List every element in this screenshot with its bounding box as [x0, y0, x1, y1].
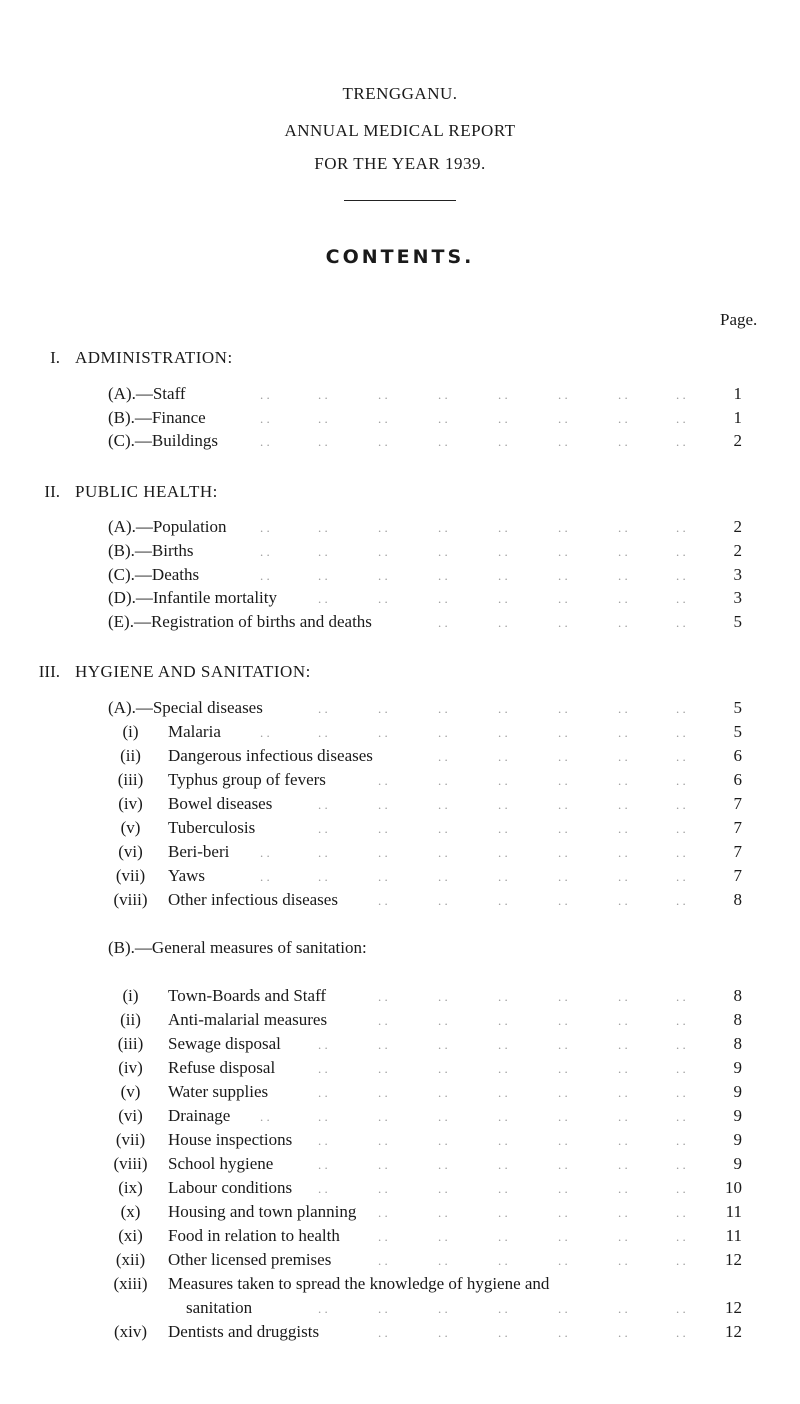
toc-subentry[interactable]: [0, 1250, 800, 1272]
toc-subentry[interactable]: [0, 1058, 800, 1080]
dot-leader: . . . . . . . . . . . .: [378, 1229, 686, 1244]
section-title: HYGIENE AND SANITATION:: [75, 662, 311, 681]
dot-leader: . . . . . . . . . . . . . .: [318, 701, 686, 716]
toc-subentry-number: (viii): [113, 1154, 148, 1173]
toc-subentry-label: Housing and town planning: [168, 1202, 357, 1221]
toc-subentry[interactable]: [0, 1010, 800, 1032]
toc-entry-page: 11: [725, 1226, 742, 1245]
toc-entry-page: 2: [733, 541, 742, 560]
toc-subentry[interactable]: [0, 1178, 800, 1200]
toc-subentry[interactable]: [0, 1106, 800, 1128]
toc-entry-page: 7: [733, 866, 742, 885]
toc-subentry[interactable]: [0, 1154, 800, 1176]
dot-leader: . . . . . . . . . . . . . .: [318, 591, 686, 606]
dot-leader: . . . . . . . . . . . . . . . .: [260, 434, 686, 449]
dot-leader: . . . . . . . . . . . . . .: [318, 1061, 686, 1076]
toc-subentry-number: (iii): [117, 1034, 144, 1053]
toc-subentry-label: Drainage: [168, 1106, 231, 1125]
contents-heading: CONTENTS.: [325, 246, 475, 268]
toc-entry-page: 12: [725, 1322, 742, 1341]
report-state: TRENGGANU.: [342, 84, 458, 103]
toc-entry-page: 9: [733, 1106, 742, 1125]
section-number: II.: [44, 482, 60, 501]
toc-subentry-number: (x): [120, 1202, 141, 1221]
toc-entry-page: 2: [733, 431, 742, 450]
section-number: I.: [50, 348, 60, 367]
toc-entry[interactable]: [0, 565, 800, 587]
toc-subentry[interactable]: [0, 746, 800, 768]
toc-entry[interactable]: [0, 698, 800, 720]
toc-entry-label: (B).—Finance: [108, 408, 206, 427]
toc-entry-page: 6: [733, 770, 742, 789]
toc-entry-page: 6: [733, 746, 742, 765]
dot-leader: . . . . . . . . . . . . . . . .: [260, 544, 686, 559]
dot-leader: . . . . . . . . . . . .: [378, 773, 686, 788]
dot-leader: . . . . . . . . . . . . . .: [318, 1037, 686, 1052]
report-year: FOR THE YEAR 1939.: [314, 154, 486, 173]
toc-subentry[interactable]: [0, 1130, 800, 1152]
toc-subentry-number: (i): [122, 986, 139, 1005]
toc-subentry-number: (vii): [115, 866, 146, 885]
toc-subentry-number: (xii): [115, 1250, 146, 1269]
toc-subentry-label: Refuse disposal: [168, 1058, 276, 1077]
dot-leader: . . . . . . . . . . . .: [378, 989, 686, 1004]
dot-leader: . . . . . . . . . . . . . . . .: [260, 845, 686, 860]
toc-subentry-number: (xiv): [113, 1322, 148, 1341]
toc-entry-page: 1: [733, 408, 742, 427]
toc-subentry-label: Bowel diseases: [168, 794, 273, 813]
dot-leader: . . . . . . . . . . . .: [378, 1325, 686, 1340]
toc-subentry[interactable]: [0, 1034, 800, 1056]
toc-subentry-label: Anti-malarial measures: [168, 1010, 328, 1029]
toc-entry-page: 5: [733, 612, 742, 631]
toc-subentry[interactable]: [0, 890, 800, 912]
toc-entry-page: 12: [725, 1250, 742, 1269]
report-title: ANNUAL MEDICAL REPORT: [284, 121, 516, 140]
toc-entry-page: 8: [733, 986, 742, 1005]
toc-entry-page: 2: [733, 517, 742, 536]
toc-entry-page: 11: [725, 1202, 742, 1221]
toc-subentry-number: (ii): [120, 1010, 141, 1029]
page-column-heading: Page.: [720, 310, 758, 329]
toc-subentry-number: (iv): [118, 794, 143, 813]
toc-entry-label: (C).—Buildings: [108, 431, 219, 450]
dot-leader: . . . . . . . . . . . . . . . .: [260, 568, 686, 583]
toc-subentry-label: House inspections: [168, 1130, 293, 1149]
toc-entry-page: 7: [733, 794, 742, 813]
dot-leader: . . . . . . . . . . . . . .: [318, 821, 686, 836]
toc-entry-label: (A).—Special diseases: [108, 698, 263, 717]
dot-leader: . . . . . . . . . .: [438, 615, 686, 630]
toc-subentry[interactable]: [0, 866, 800, 888]
toc-subentry-label: Measures taken to spread the knowledge of hygiene and: [168, 1274, 550, 1293]
toc-subentry-label: Food in relation to health: [168, 1226, 340, 1245]
dot-leader: . . . . . . . . . . . .: [378, 1253, 686, 1268]
toc-subentry[interactable]: [0, 1226, 800, 1248]
toc-subentry-number: (ii): [120, 746, 141, 765]
toc-subentry-label: Town-Boards and Staff: [168, 986, 327, 1005]
dot-leader: . . . . . . . . . . . . . .: [318, 1157, 686, 1172]
toc-entry-label: (D).—Infantile mortality: [108, 588, 278, 607]
toc-subentry-number: (v): [120, 1082, 141, 1101]
toc-entry-page: 3: [733, 565, 742, 584]
dot-leader: . . . . . . . . . . . . . . . .: [260, 869, 686, 884]
toc-entry-page: 7: [733, 842, 742, 861]
dot-leader: . . . . . . . . . . . . . .: [318, 1301, 686, 1316]
dot-leader: . . . . . . . . . . . .: [378, 893, 686, 908]
toc-subentry-label: Tuberculosis: [168, 818, 256, 837]
toc-subentry-label: Other infectious diseases: [168, 890, 338, 909]
toc-subentry-number: (i): [122, 722, 139, 741]
toc-entry[interactable]: [0, 408, 800, 430]
toc-entry-page: 8: [733, 1034, 742, 1053]
toc-entry-page: 8: [733, 1010, 742, 1029]
dot-leader: . . . . . . . . . . . . . .: [318, 797, 686, 812]
toc-subentry-label: School hygiene: [168, 1154, 274, 1173]
dot-leader: . . . . . . . . . . . . . . . .: [260, 520, 686, 535]
toc-entry-page: 1: [733, 384, 742, 403]
toc-entry-label: (A).—Population: [108, 517, 227, 536]
toc-subentry-number: (vi): [118, 1106, 143, 1125]
toc-subentry-label: Labour conditions: [168, 1178, 293, 1197]
toc-entry-label: (C).—Deaths: [108, 565, 200, 584]
toc-entry[interactable]: [0, 612, 800, 634]
toc-entry[interactable]: [0, 431, 800, 453]
dot-leader: . . . . . . . . . . . . . .: [318, 1133, 686, 1148]
toc-subentry-number: (vi): [118, 842, 143, 861]
toc-subentry-number: (vii): [115, 1130, 146, 1149]
toc-subentry-label: Dentists and druggists: [168, 1322, 320, 1341]
toc-subentry-number: (xiii): [113, 1274, 148, 1293]
dot-leader: . . . . . . . . . . . . . .: [318, 1181, 686, 1196]
toc-subentry[interactable]: [0, 842, 800, 864]
section-title: ADMINISTRATION:: [75, 348, 233, 367]
toc-entry-page: 12: [725, 1298, 742, 1317]
toc-subentry-number: (xi): [118, 1226, 143, 1245]
toc-subentry-label: Water supplies: [168, 1082, 269, 1101]
toc-entry-label: (A).—Staff: [108, 384, 186, 403]
toc-subentry[interactable]: [0, 1202, 800, 1224]
dot-leader: . . . . . . . . . . . . . . . .: [260, 725, 686, 740]
toc-subentry-label: Yaws: [168, 866, 206, 885]
toc-subentry[interactable]: [0, 770, 800, 792]
toc-entry-page: 9: [733, 1154, 742, 1173]
toc-subentry-label: Dangerous infectious diseases: [168, 746, 373, 765]
toc-subentry[interactable]: [0, 1274, 800, 1296]
toc-subentry-label: Typhus group of fevers: [168, 770, 326, 789]
toc-subentry-label: Sewage disposal: [168, 1034, 281, 1053]
toc-subentry-number: (iii): [117, 770, 144, 789]
toc-subentry-continuation[interactable]: [0, 1298, 800, 1320]
toc-entry-page: 5: [733, 722, 742, 741]
toc-subentry-number: (ix): [118, 1178, 143, 1197]
section-number: III.: [38, 662, 60, 681]
toc-entry-page: 3: [733, 588, 742, 607]
toc-entry-page: 7: [733, 818, 742, 837]
toc-subentry-label-continued: sanitation: [186, 1298, 253, 1317]
toc-subentry-label: Malaria: [168, 722, 221, 741]
toc-entry[interactable]: [0, 384, 800, 406]
toc-subentry[interactable]: [0, 1322, 800, 1344]
dot-leader: . . . . . . . . . . . . . . . .: [260, 411, 686, 426]
dot-leader: . . . . . . . . . . . . . . . .: [260, 387, 686, 402]
toc-subentry[interactable]: [0, 1082, 800, 1104]
toc-subentry-number: (viii): [113, 890, 148, 909]
dot-leader: . . . . . . . . . . . .: [378, 1013, 686, 1028]
toc-entry-page: 8: [733, 890, 742, 909]
dot-leader: . . . . . . . . . .: [438, 749, 686, 764]
toc-entry-label: (E).—Registration of births and deaths: [108, 612, 372, 631]
toc-subentry-label: Other licensed premises: [168, 1250, 332, 1269]
toc-entry-page: 9: [733, 1130, 742, 1149]
toc-entry-page: 9: [733, 1082, 742, 1101]
general-measures-heading: (B).—General measures of sanitation:: [108, 938, 367, 957]
toc-subentry[interactable]: [0, 986, 800, 1008]
toc-entry-page: 5: [733, 698, 742, 717]
toc-entry[interactable]: [0, 541, 800, 563]
dot-leader: . . . . . . . . . . . .: [378, 1205, 686, 1220]
toc-entry[interactable]: [0, 517, 800, 539]
toc-subentry[interactable]: [0, 818, 800, 840]
toc-subentry-label: Beri-beri: [168, 842, 230, 861]
toc-subentry-number: (v): [120, 818, 141, 837]
toc-subentry-number: (iv): [118, 1058, 143, 1077]
toc-entry[interactable]: [0, 588, 800, 610]
toc-subentry[interactable]: [0, 794, 800, 816]
title-divider: [344, 200, 456, 201]
dot-leader: . . . . . . . . . . . . . .: [318, 1085, 686, 1100]
toc-entry-label: (B).—Births: [108, 541, 194, 560]
dot-leader: . . . . . . . . . . . . . . . .: [260, 1109, 686, 1124]
section-title: PUBLIC HEALTH:: [75, 482, 218, 501]
toc-entry-page: 9: [733, 1058, 742, 1077]
toc-entry-page: 10: [725, 1178, 742, 1197]
toc-subentry[interactable]: [0, 722, 800, 744]
